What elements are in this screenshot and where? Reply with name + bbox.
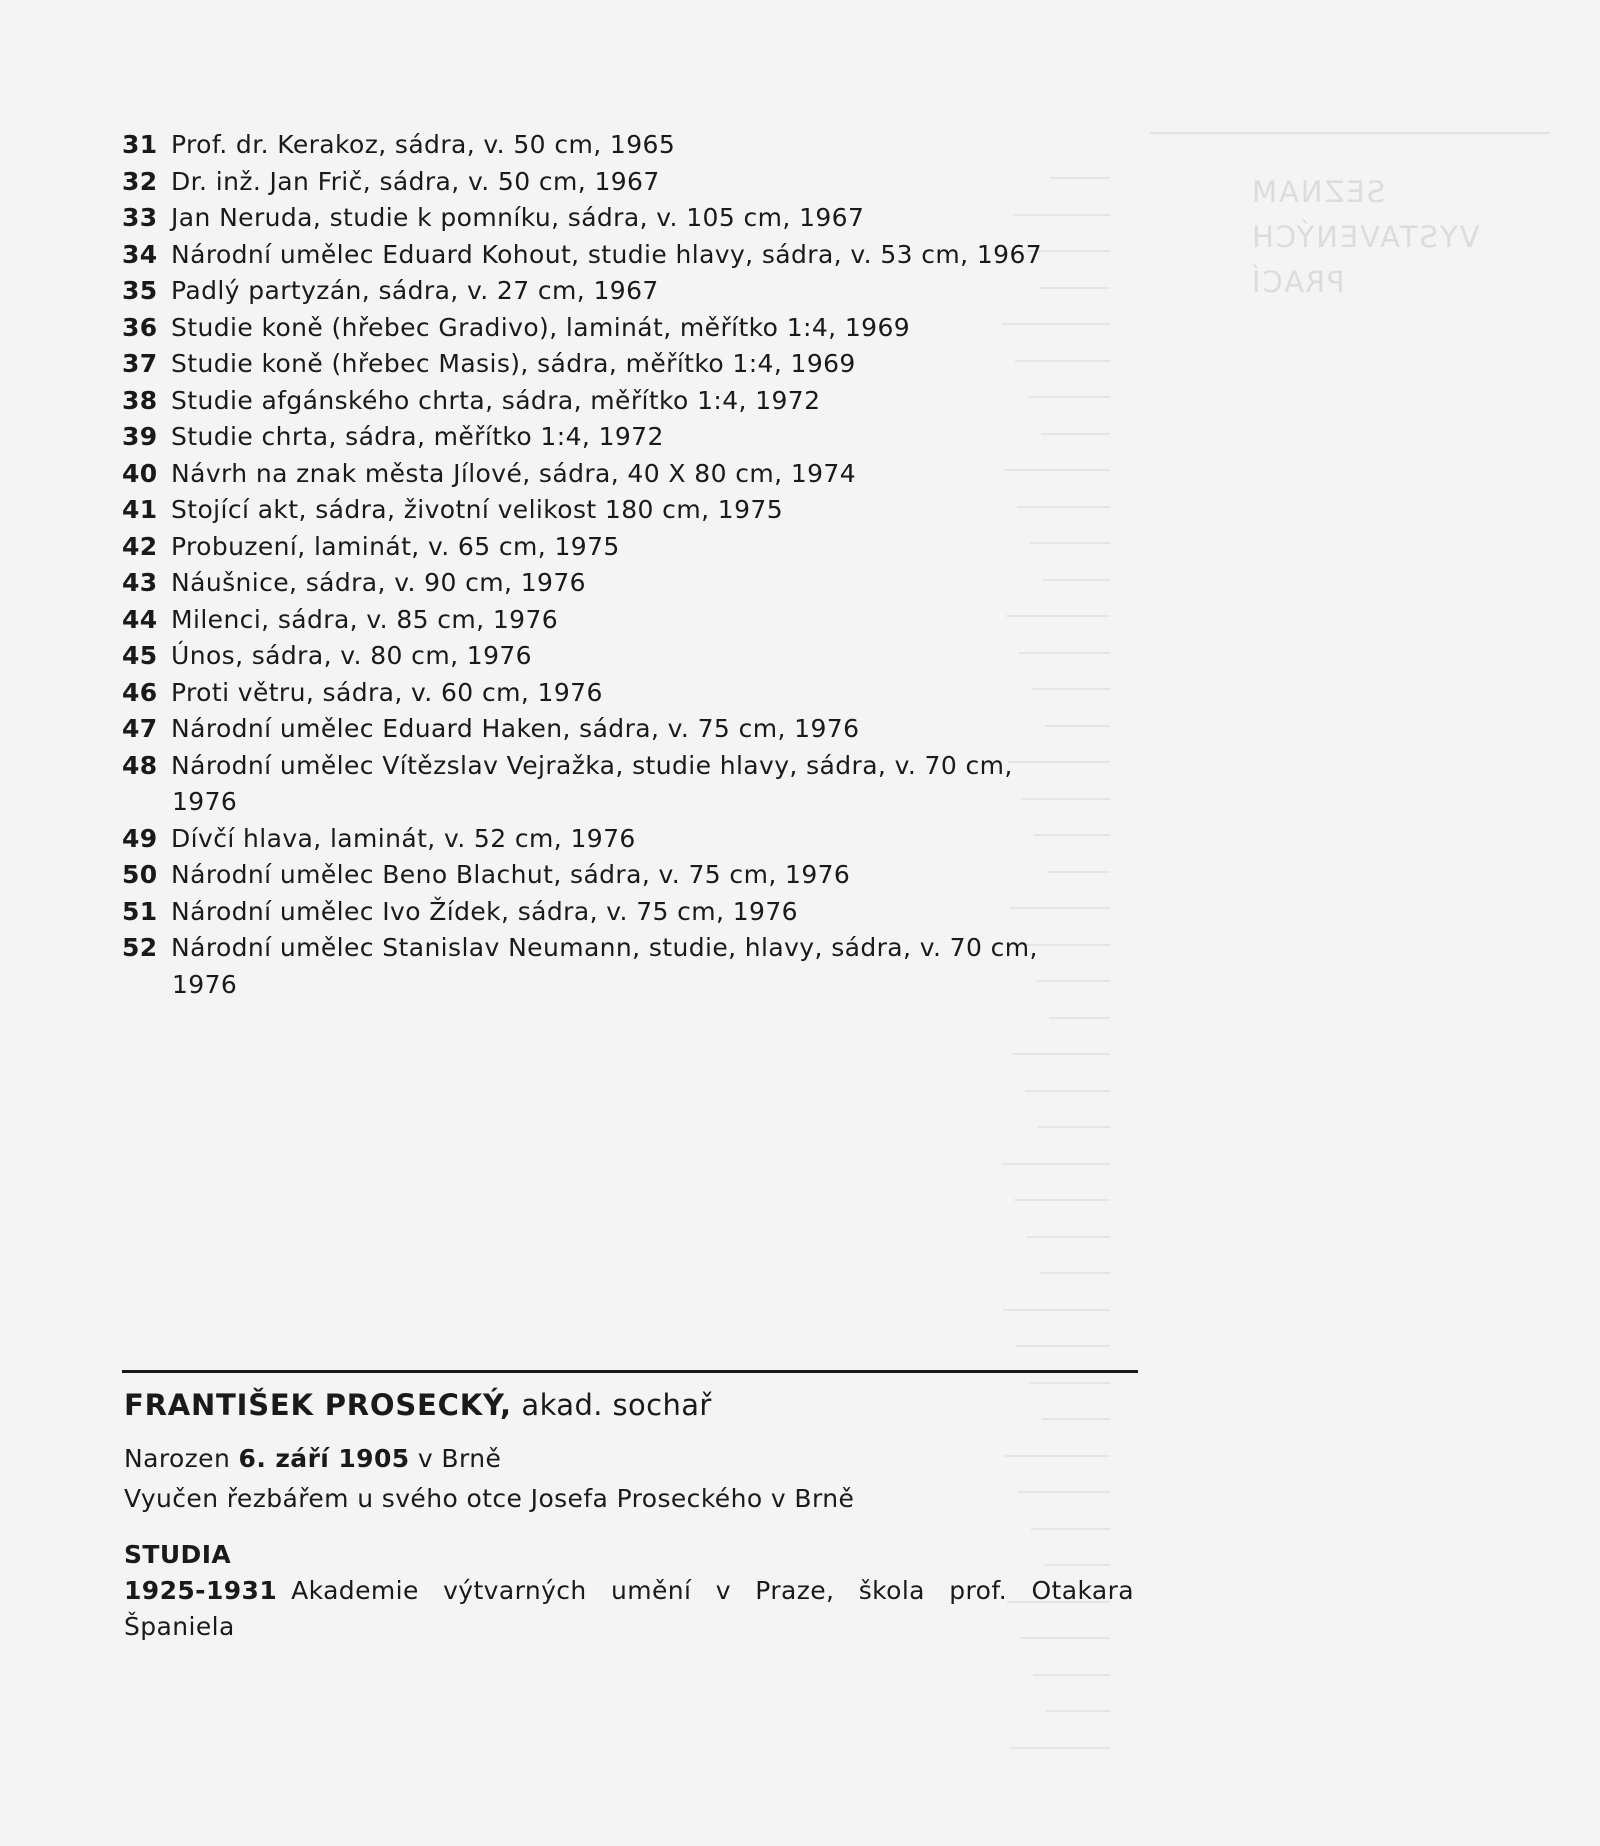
work-number: 39 [122,422,158,451]
work-description-continuation: 1976 [172,969,238,999]
studies-years: 1925-1931 [124,1576,278,1605]
work-item [122,419,1132,456]
work-item [122,930,1132,967]
ghost-heading-line: SEZNAM [1250,175,1386,209]
work-item [122,492,1132,529]
studies-entry [124,1573,1134,1645]
work-item-continuation [122,967,1132,1004]
work-description: Prof. dr. Kerakoz, sádra, v. 50 cm, 1965 [171,130,676,159]
work-number: 52 [122,933,158,962]
work-item [122,748,1132,785]
work-description: Národní umělec Eduard Kohout, studie hlavy, sádra, v. 53 cm, 1967 [171,239,1043,269]
work-description: Studie afgánského chrta, sádra, měřítko 1:4, 1972 [171,385,821,415]
work-number: 36 [122,312,158,342]
ghost-heading-line: VYSTAVENÝCH [1250,220,1480,254]
work-item [122,675,1132,712]
work-item [122,164,1132,201]
training-line: Vyučen řezbářem u svého otce Josefa Proseckého v Brně [124,1484,855,1513]
work-description: Národní umělec Stanislav Neumann, studie, hlavy, sádra, v. 70 cm, [171,933,1038,962]
work-number: 43 [122,568,158,597]
work-description: Národní umělec Eduard Haken, sádra, v. 75 cm, 1976 [171,714,860,743]
work-description: Národní umělec Vítězslav Vejražka, studie hlavy, sádra, v. 70 cm, [171,750,1013,780]
ghost-line [1046,1710,1110,1712]
ghost-divider [1150,132,1550,134]
work-description: Studie chrta, sádra, měřítko 1:4, 1972 [171,422,664,451]
birth-prefix: Narozen [124,1444,239,1473]
work-item [122,127,1132,164]
work-description: Dívčí hlava, laminát, v. 52 cm, 1976 [171,823,636,853]
works-list [122,127,1132,1003]
work-description: Náušnice, sádra, v. 90 cm, 1976 [171,568,586,597]
work-number: 50 [122,860,158,889]
artist-heading [124,1385,1134,1425]
birth-place: v Brně [409,1444,502,1473]
ghost-line [1025,1090,1110,1092]
work-number: 31 [122,130,158,159]
ghost-line [1040,1272,1110,1274]
work-description-continuation: 1976 [172,787,238,816]
work-number: 33 [122,203,158,232]
work-number: 40 [122,458,158,488]
artist-title: akad. sochař [511,1388,712,1422]
work-description: Studie koně (hřebec Gradivo), laminát, měřítko 1:4, 1969 [171,312,911,342]
work-item [122,383,1132,420]
ghost-heading [1250,170,1510,305]
work-number: 37 [122,349,158,378]
work-item [122,565,1132,602]
work-item [122,310,1132,347]
work-number: 48 [122,750,158,780]
work-description: Milenci, sádra, v. 85 cm, 1976 [171,604,559,634]
ghost-heading-line: PRACÍ [1250,265,1345,299]
work-item [122,711,1132,748]
work-description: Jan Neruda, studie k pomníku, sádra, v. 105 cm, 1967 [171,203,865,232]
work-description: Stojící akt, sádra, životní velikost 180 cm, 1975 [171,495,783,524]
work-description: Dr. inž. Jan Frič, sádra, v. 50 cm, 1967 [171,166,660,196]
work-item [122,456,1132,493]
work-description: Návrh na znak města Jílové, sádra, 40 X 80 cm, 1974 [171,458,857,488]
work-item [122,602,1132,639]
artist-name: FRANTIŠEK PROSECKÝ, [124,1388,512,1422]
work-description: Únos, sádra, v. 80 cm, 1976 [171,641,532,670]
work-number: 47 [122,714,158,743]
work-item [122,857,1132,894]
work-item [122,821,1132,858]
work-number: 51 [122,896,158,926]
studies-text: Akademie výtvarných umění v Praze, škola prof. Otakara Španiela [124,1576,1134,1641]
work-description: Proti větru, sádra, v. 60 cm, 1976 [171,677,603,707]
work-item-continuation [122,784,1132,821]
work-description: Národní umělec Ivo Žídek, sádra, v. 75 cm, 1976 [171,896,798,926]
work-item [122,237,1132,274]
ghost-line [1012,1053,1110,1055]
ghost-line [1038,1126,1110,1128]
ghost-line [1001,1163,1110,1165]
work-number: 34 [122,239,158,269]
work-item [122,200,1132,237]
work-number: 45 [122,641,158,670]
birth-line [124,1439,1134,1479]
ghost-line [1027,1236,1110,1238]
ghost-line [1033,1674,1110,1676]
section-divider [122,1370,1138,1373]
work-number: 32 [122,166,158,196]
work-item [122,894,1132,931]
work-description: Padlý partyzán, sádra, v. 27 cm, 1967 [171,276,659,305]
ghost-line [1009,1747,1110,1749]
ghost-line [1016,1345,1110,1347]
work-item [122,346,1132,383]
work-description: Národní umělec Beno Blachut, sádra, v. 75 cm, 1976 [171,860,851,889]
work-number: 44 [122,604,158,634]
work-description: Probuzení, laminát, v. 65 cm, 1975 [171,531,620,561]
ghost-line [1049,1017,1110,1019]
ghost-line [1003,1309,1110,1311]
work-description: Studie koně (hřebec Masis), sádra, měřítko 1:4, 1969 [171,349,856,378]
ghost-line [1029,1382,1110,1384]
work-item [122,529,1132,566]
work-number: 38 [122,385,158,415]
ghost-line [1014,1199,1110,1201]
work-number: 35 [122,276,158,305]
work-item [122,638,1132,675]
studies-heading: STUDIA [124,1540,232,1569]
work-number: 46 [122,677,158,707]
work-number: 49 [122,823,158,853]
work-number: 42 [122,531,158,561]
work-item [122,273,1132,310]
birth-date: 6. září 1905 [238,1444,410,1473]
artist-bio [124,1385,1134,1645]
work-number: 41 [122,495,158,524]
